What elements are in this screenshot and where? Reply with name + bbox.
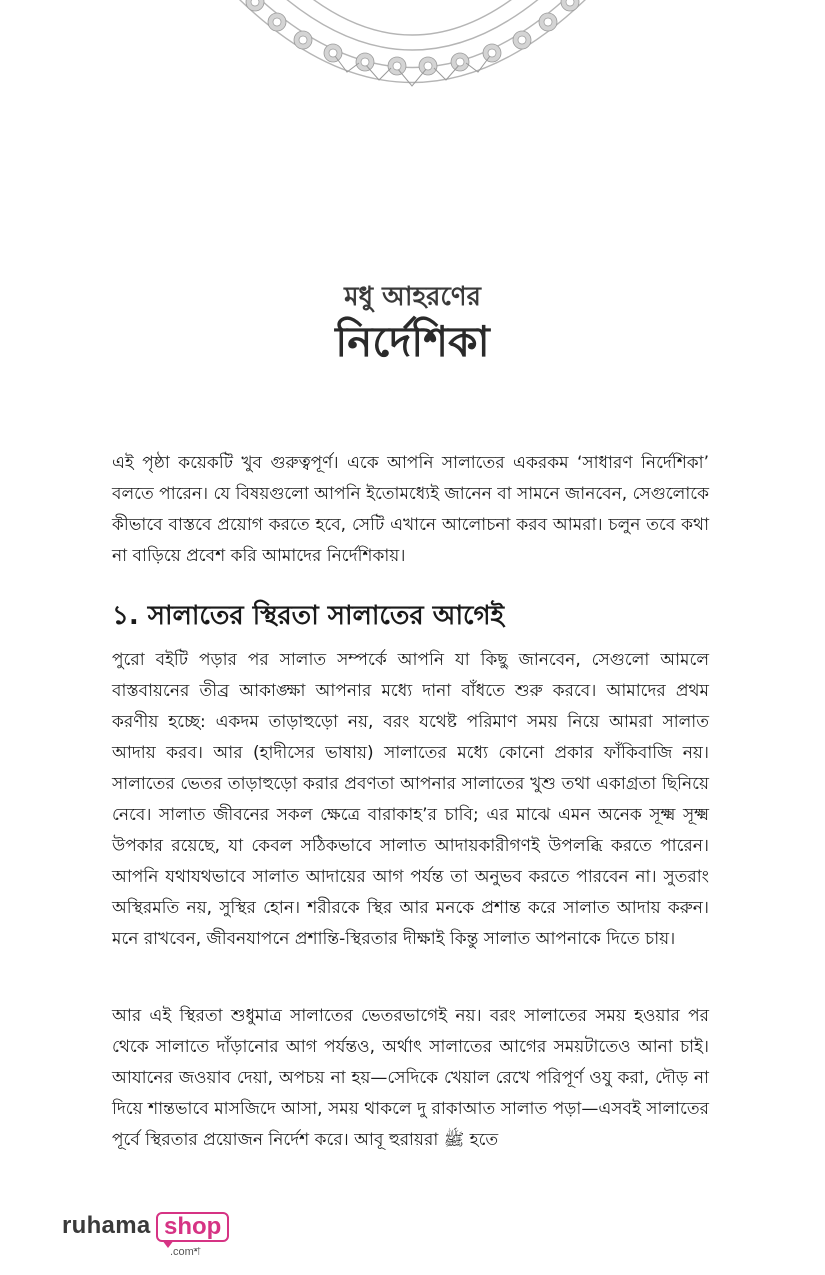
chapter-title	[0, 280, 825, 368]
ruhamashop-logo	[62, 1210, 222, 1262]
section-heading: ১. সালাতের স্থিরতা সালাতের আগেই	[112, 601, 505, 631]
body-paragraph-1: পুরো বইটি পড়ার পর সালাত সম্পর্কে আপনি যা কিছু জানবেন, সেগুলো আমলে বাস্তবায়নের তীব্র আকাঙ্ক্ষা আপনার মধ্যে দানা বাঁধতে শুরু করবে। আমাদের প্রথম করণীয় হচ্ছে: একদম তাড়াহুড়ো নয়, বরং যথেষ্ট পরিমাণ সময় নিয়ে আমরা সালাত আদায় করব। আর (হাদীসের ভাষায়) সালাতের মধ্যে কোনো প্রকার ফাঁকিবাজি নয়। সালাতের ভেতর তাড়াহুড়ো করার প্রবণতা আপনার সালাতের খুশু তথা একাগ্রতা ছিনিয়ে নেবে। সালাত জীবনের সকল ক্ষেত্রে বারাকাহ’র চাবি; এর মাঝে এমন অনেক সূক্ষ্ম সূক্ষ্ম উপকার রয়েছে, যা কেবল সঠিকভাবে সালাত আদায়কারীগণই উপলব্ধি করতে পারেন। আপনি যথাযথভাবে সালাত আদায়ের আগ পর্যন্ত তা অনুভব করতে পারবেন না। সুতরাং অস্থিরমতি নয়, সুস্থির হোন। শরীরকে স্থির আর মনকে প্রশান্ত করে সালাত আদায় করুন। মনে রাখবেন, জীবনযাপনে প্রশান্তি-স্থিরতার দীক্ষাই কিন্তু সালাত আপনাকে দিতে চায়।	[112, 650, 709, 949]
chapter-title-line1: মধু আহরণের	[344, 282, 481, 312]
intro-paragraph: এই পৃষ্ঠা কয়েকটি খুব গুরুত্বপূর্ণ। একে আপনি সালাতের একরকম ‘সাধারণ নির্দেশিকা’ বলতে পারেন। যে বিষয়গুলো আপনি ইতোমধ্যেই জানেন বা সামনে জানবেন, সেগুলোকে কীভাবে বাস্তবে প্রয়োগ করতে হবে, সেটি এখানে আলোচনা করব আমরা। চলুন তবে কথা না বাড়িয়ে প্রবেশ করি আমাদের নির্দেশিকায়।	[112, 453, 709, 566]
chapter-title-line2: নির্দেশিকা	[335, 317, 490, 366]
logo-shop-badge: shop	[156, 1212, 229, 1242]
logo-domain: .comশ	[170, 1246, 201, 1258]
body-paragraph-2: আর এই স্থিরতা শুধুমাত্র সালাতের ভেতরভাগেই নয়। বরং সালাতের সময় হওয়ার পর থেকে সালাতে দাঁড়ানোর আগ পর্যন্তও, অর্থাৎ সালাতের আগের সময়টাতেও আনা চাই। আযানের জওয়াব দেয়া, অপচয় না হয়—সেদিকে খেয়াল রেখে পরিপূর্ণ ওযু করা, দৌড় না দিয়ে শান্তভাবে মাসজিদে আসা, সময় থাকলে দু রাকাআত সালাত পড়া—এসবই সালাতের পূর্বে স্থিরতার প্রয়োজন নির্দেশ করে। আবূ হুরায়রা ﷺ হতে	[112, 1006, 709, 1150]
mandala-ornament	[215, 0, 610, 90]
logo-wordmark: ruhama	[62, 1212, 151, 1239]
